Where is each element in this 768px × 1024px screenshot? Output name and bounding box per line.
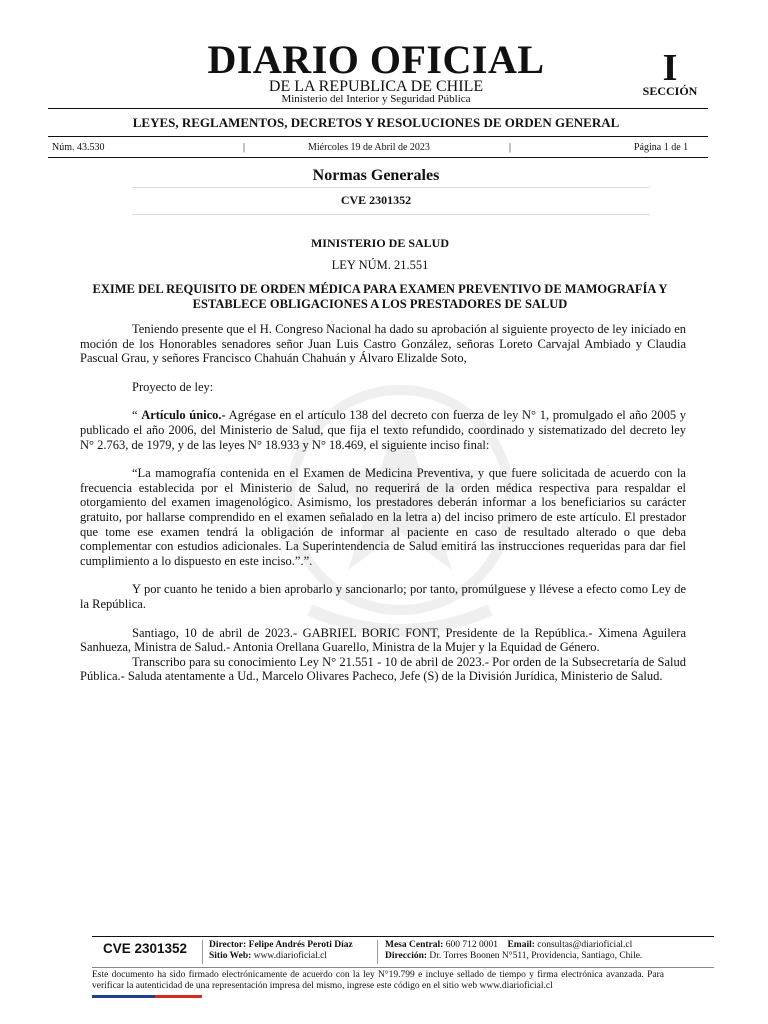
address-label: Dirección: <box>385 951 428 961</box>
issue-date: Miércoles 19 de Abril de 2023 <box>308 142 430 153</box>
footer-contact-block <box>385 940 642 962</box>
signatures-paragraph: Santiago, 10 de abril de 2023.- GABRIEL BORIC FONT, Presidente de la República.- Ximena Aguilera Sanhueza, Ministra de Salud.- Antonia Orellana Guarello, Ministra de la Mujer y la Equidad de Género. <box>80 625 686 655</box>
section-numeral: I <box>662 47 678 89</box>
email-link[interactable]: consultas@diarioficial.cl <box>537 940 633 950</box>
newspaper-title: DIARIO OFICIAL <box>207 37 545 82</box>
transcription-paragraph: Transcribo para su conocimiento Ley N° 21.551 - 10 de abril de 2023.- Por orden de la Subsecretaría de Salud Pública.- Saluda atentamente a Ud., Marcelo Olivares Pacheco, Jefe (S) de la División Jurídica, Ministerio de Salud. <box>80 654 686 684</box>
sole-article-text: Agrégase en el artículo 138 del decreto con fuerza de ley N° 1, promulgado el año 2005 y publicado el año 2006, del Ministerio de Salud, que fija el texto refundido, coordinado y sistematizado del decreto ley N° 2.763, de 1979, y de las leyes N° 18.933 y N° 18.469, el siguiente inciso final: <box>80 408 686 452</box>
document-cve: CVE 2301352 <box>340 193 412 207</box>
phone-label: Mesa Central: <box>385 940 444 950</box>
new-clause-paragraph: “La mamografía contenida en el Examen de Medicina Preventiva, y que fuere solicitada de acuerdo con la frecuencia establecida por el Ministerio de Salud, no requerirá de la orden médica respectiva para respaldar el otorgamiento del examen imagenológico. Asimismo, los prestadores deberán informar a los beneficiarios su carácter gratuito, por hallarse comprendido en el examen señalado en la letra a) del inciso primero de este artículo. El prestador que tome ese examen tendrá la obligación de informar al paciente en caso de resultado alterado o que deba complementar con estudios adicionales. La Superintendencia de Salud emitirá las instrucciones requeridas para dar fiel cumplimiento a lo dispuesto en este inciso.”.”. <box>80 466 686 568</box>
electronic-signature-note: Este documento ha sido firmado electrónicamente de acuerdo con la ley N°19.799 e incluye sellado de tiempo y firma electrónica avanzada. Para verificar la autenticidad de una representación impresa del mismo, ingrese este código en el sitio web www.diarioficial.cl <box>92 970 664 991</box>
page-indicator: Página 1 de 1 <box>634 142 689 153</box>
quote-open: “ <box>132 408 142 423</box>
category-divider <box>48 136 708 137</box>
law-number: LEY NÚM. 21.551 <box>331 258 429 272</box>
newspaper-subtitle: DE LA REPUBLICA DE CHILE <box>268 78 484 95</box>
newspaper-ministry: Ministerio del Interior y Seguridad Pública <box>281 93 471 105</box>
phone-value: 600 712 0001 <box>445 940 498 950</box>
footer-separator <box>377 940 378 964</box>
cve-rule <box>132 214 650 215</box>
infobar-divider <box>48 157 708 158</box>
section-heading: Normas Generales <box>312 167 440 184</box>
preamble-paragraph: Teniendo presente que el H. Congreso Nacional ha dado su aprobación al siguiente proyecto de ley iniciado en moción de los Honorables senadores señor Juan Luis Castro González, señoras Loreto Carvajal Ambiado y Claudia Pascual Grau, y señores Francisco Chahuán Chahuán y Álvaro Elizalde Soto, <box>80 322 686 366</box>
footer-cve: CVE 2301352 <box>103 941 188 956</box>
publication-category: LEYES, REGLAMENTOS, DECRETOS Y RESOLUCIONES DE ORDEN GENERAL <box>132 115 620 130</box>
flag-stripe-red <box>155 995 202 998</box>
promulgation-paragraph: Y por cuanto he tenido a bien aprobarlo y sancionarlo; por tanto, promúlguese y llévese a efecto como Ley de la República. <box>80 582 686 611</box>
sole-article-heading: Artículo único.- <box>141 408 226 423</box>
address-value: Dr. Torres Boonen N°511, Providencia, Santiago, Chile. <box>429 951 643 961</box>
director-name: Felipe Andrés Peroti Díaz <box>248 940 353 950</box>
section-heading-rule <box>132 187 650 188</box>
director-label: Director: <box>209 940 247 950</box>
info-separator: | <box>243 142 246 153</box>
sole-article-paragraph <box>80 408 686 452</box>
footer-separator <box>202 940 203 964</box>
law-body <box>80 322 686 684</box>
footer-note-divider <box>92 967 714 968</box>
footer-director-block <box>209 940 353 962</box>
issuing-ministry: MINISTERIO DE SALUD <box>310 236 450 250</box>
issue-number: Núm. 43.530 <box>52 142 105 153</box>
flag-stripe-blue <box>92 995 155 998</box>
website-label: Sitio Web: <box>209 951 252 961</box>
section-label: SECCIÓN <box>642 84 698 98</box>
footer-divider <box>92 936 714 937</box>
law-title: EXIME DEL REQUISITO DE ORDEN MÉDICA PARA EXAMEN PREVENTIVO DE MAMOGRAFÍA Y ESTABLECE OBLIGACIONES A LOS PRESTADORES DE SALUD <box>92 282 668 311</box>
bill-label-paragraph: Proyecto de ley: <box>132 379 214 394</box>
website-link[interactable]: www.diarioficial.cl <box>253 951 327 961</box>
info-separator: | <box>509 142 512 153</box>
email-label: Email: <box>507 940 535 950</box>
header-divider <box>48 108 708 109</box>
